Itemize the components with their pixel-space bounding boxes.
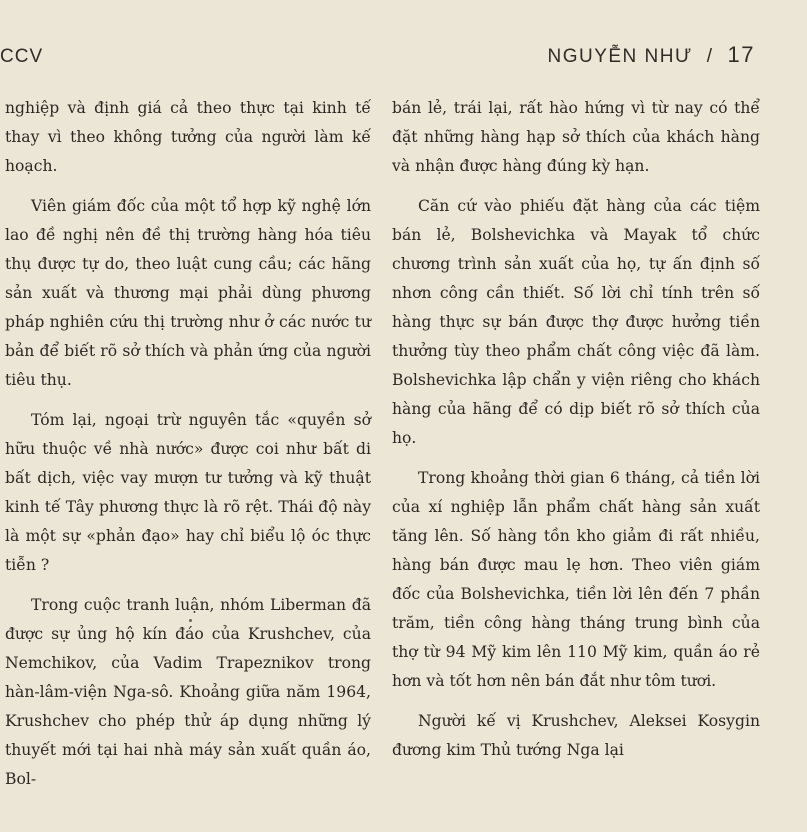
right-column [392,94,760,776]
running-header-right [547,42,755,68]
paragraph: Căn cứ vào phiếu đặt hàng của các tiệm bán lẻ, Bolshevichka và Mayak tổ chức chương trình sản xuất của họ, tự ấn định số nhơn công cần thiết. Số lời chỉ tính trên số hàng thực sự bán được thợ được hưởng tiền thưởng tùy theo phẩm chất công việc đã làm. Bolshevichka lập chẩn y viện riêng cho khách hàng của hãng để có dịp biết rõ sở thích của họ. [392,197,760,447]
paragraph: Trong khoảng thời gian 6 tháng, cả tiền lời của xí nghiệp lẫn phẩm chất hàng sản xuất tăng lên. Số hàng tồn kho giảm đi rất nhiều, hàng bán được mau lẹ hơn. Theo viên giám đốc của Bolshevichka, tiền lời lên đến 7 phần trăm, tiền công hàng tháng trung bình của thợ từ 94 Mỹ kim lên 110 Mỹ kim, quần áo rẻ hơn và tốt hơn nên bán đắt như tôm tươi. [392,469,760,690]
paragraph: Người kế vị Krushchev, Aleksei Kosygin đương kim Thủ tướng Nga lại [392,712,760,759]
paragraph: Trong cuộc tranh luận, nhóm Liberman đã được sự ủng hộ kín đáo của Krushchev, của Nemchikov, của Vadim Trapeznikov trong hàn-lâm-viện Nga-sô. Khoảng giữa năm 1964, Krushchev cho phép thử áp dụng những lý thuyết mới tại hai nhà máy sản xuất quần áo, Bol- [5,596,371,788]
left-column [5,94,371,805]
paragraph: bán lẻ, trái lại, rất hào hứng vì từ nay có thể đặt những hàng hạp sở thích của khách hàng và nhận được hàng đúng kỳ hạn. [392,99,760,175]
header-separator: / [706,46,714,67]
page-number: 17 [727,42,755,67]
paragraph: nghiệp và định giá cả theo thực tại kinh tế thay vì theo không tưởng của người làm kế hoạch. [5,99,371,175]
paragraph: Tóm lại, ngoại trừ nguyên tắc «quyền sở hữu thuộc về nhà nước» được coi như bất di bất dịch, việc vay mượn tư tưởng và kỹ thuật kinh tế Tây phương thực là rõ rệt. Thái độ này là một sự «phản đạo» hay chỉ biểu lộ óc thực tiễn ? [5,411,371,574]
paragraph: Viên giám đốc của một tổ hợp kỹ nghệ lớn lao đề nghị nên đề thị trường hàng hóa tiêu thụ được tự do, theo luật cung cầu; các hãng sản xuất và thương mại phải dùng phương pháp nghiên cứu thị trường như ở các nước tư bản để biết rõ sở thích và phản ứng của người tiêu thụ. [5,197,371,389]
print-speck [189,619,192,622]
running-header-left: CCV [0,46,44,67]
header-author: NGUYỄN NHƯ [547,46,693,67]
